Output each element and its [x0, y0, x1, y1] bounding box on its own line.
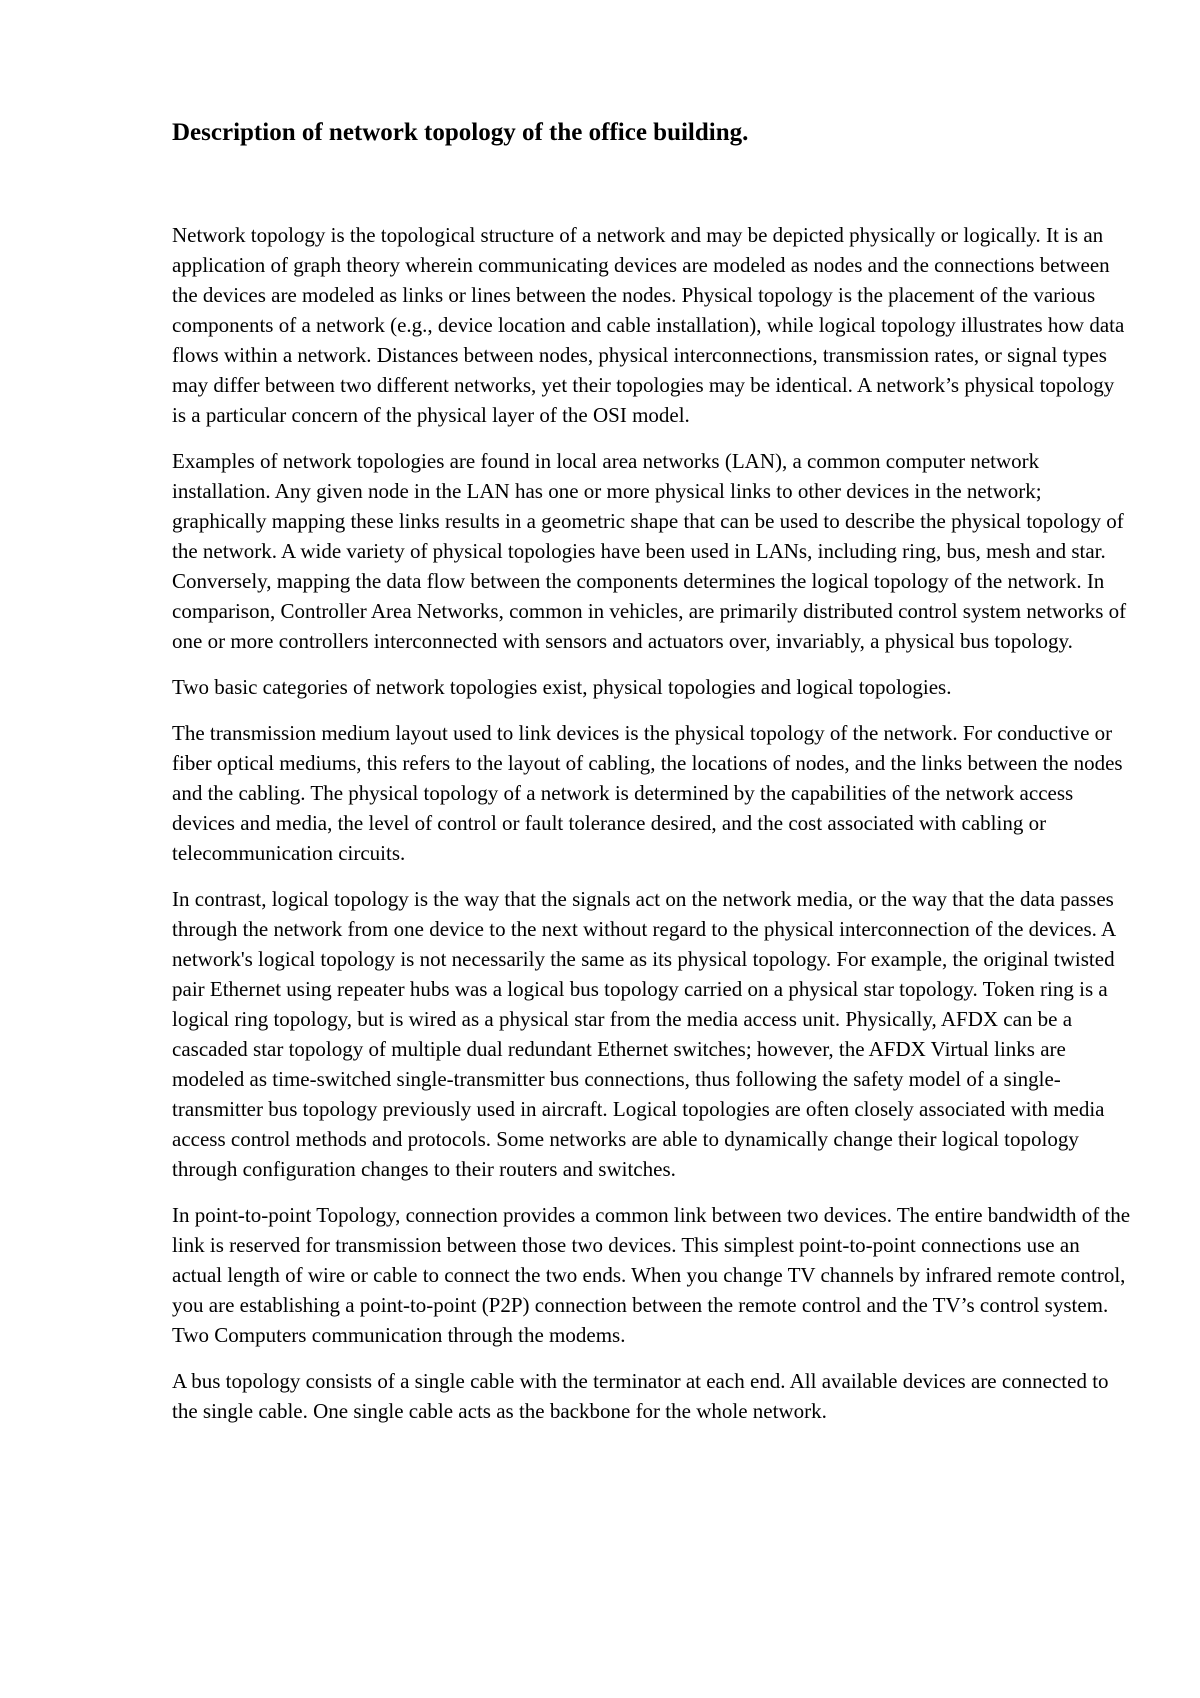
paragraph-basic-categories: Two basic categories of network topologies exist, physical topologies and logical topologies. — [172, 675, 952, 699]
document-body — [172, 118, 1132, 1442]
document-title: Description of network topology of the office building. — [172, 119, 749, 146]
paragraph-logical-topology: In contrast, logical topology is the way that the signals act on the network media, or the way that the data passes through the network from one device to the next without regard to the physical interconnection of the devices. A network's logical topology is not necessarily the same as its physical topology. For example, the original twisted pair Ethernet using repeater hubs was a logical bus topology carried on a physical star topology. Token ring is a logical ring topology, but is wired as a physical star from the media access unit. Physically, AFDX can be a cascaded star topology of multiple dual redundant Ethernet switches; however, the AFDX Virtual links are modeled as time-switched single-transmitter bus connections, thus following the safety model of a single-transmitter bus topology previously used in aircraft. Logical topologies are often closely associated with media access control methods and protocols. Some networks are able to dynamically change their logical topology through configuration changes to their routers and switches. — [172, 887, 1115, 1181]
paragraph-point-to-point: In point-to-point Topology, connection provides a common link between two devices. The entire bandwidth of the link is reserved for transmission between those two devices. This simplest point-to-point connections use an actual length of wire or cable to connect the two ends. When you change TV channels by infrared remote control, you are establishing a point-to-point (P2P) connection between the remote control and the TV’s control system. Two Computers communication through the modems. — [172, 1203, 1131, 1347]
paragraph-network-topology-definition: Network topology is the topological structure of a network and may be depicted physically or logically. It is an application of graph theory wherein communicating devices are modeled as nodes and the connections between the devices are modeled as links or lines between the nodes. Physical topology is the placement of the various components of a network (e.g., device location and cable installation), while logical topology illustrates how data flows within a network. Distances between nodes, physical interconnections, transmission rates, or signal types may differ between two different networks, yet their topologies may be identical. A network’s physical topology is a particular concern of the physical layer of the OSI model. — [172, 223, 1125, 427]
paragraph-bus-topology: A bus topology consists of a single cable with the terminator at each end. All available devices are connected to the single cable. One single cable acts as the backbone for the whole network. — [172, 1369, 1109, 1423]
paragraph-lan-examples: Examples of network topologies are found in local area networks (LAN), a common computer network installation. Any given node in the LAN has one or more physical links to other devices in the network; graphically mapping these links results in a geometric shape that can be used to describe the physical topology of the network. A wide variety of physical topologies have been used in LANs, including ring, bus, mesh and star. Conversely, mapping the data flow between the components determines the logical topology of the network. In comparison, Controller Area Networks, common in vehicles, are primarily distributed control system networks of one or more controllers interconnected with sensors and actuators over, invariably, a physical bus topology. — [172, 449, 1127, 653]
paragraph-physical-topology: The transmission medium layout used to link devices is the physical topology of the network. For conductive or fiber optical mediums, this refers to the layout of cabling, the locations of nodes, and the links between the nodes and the cabling. The physical topology of a network is determined by the capabilities of the network access devices and media, the level of control or fault tolerance desired, and the cost associated with cabling or telecommunication circuits. — [172, 721, 1123, 865]
